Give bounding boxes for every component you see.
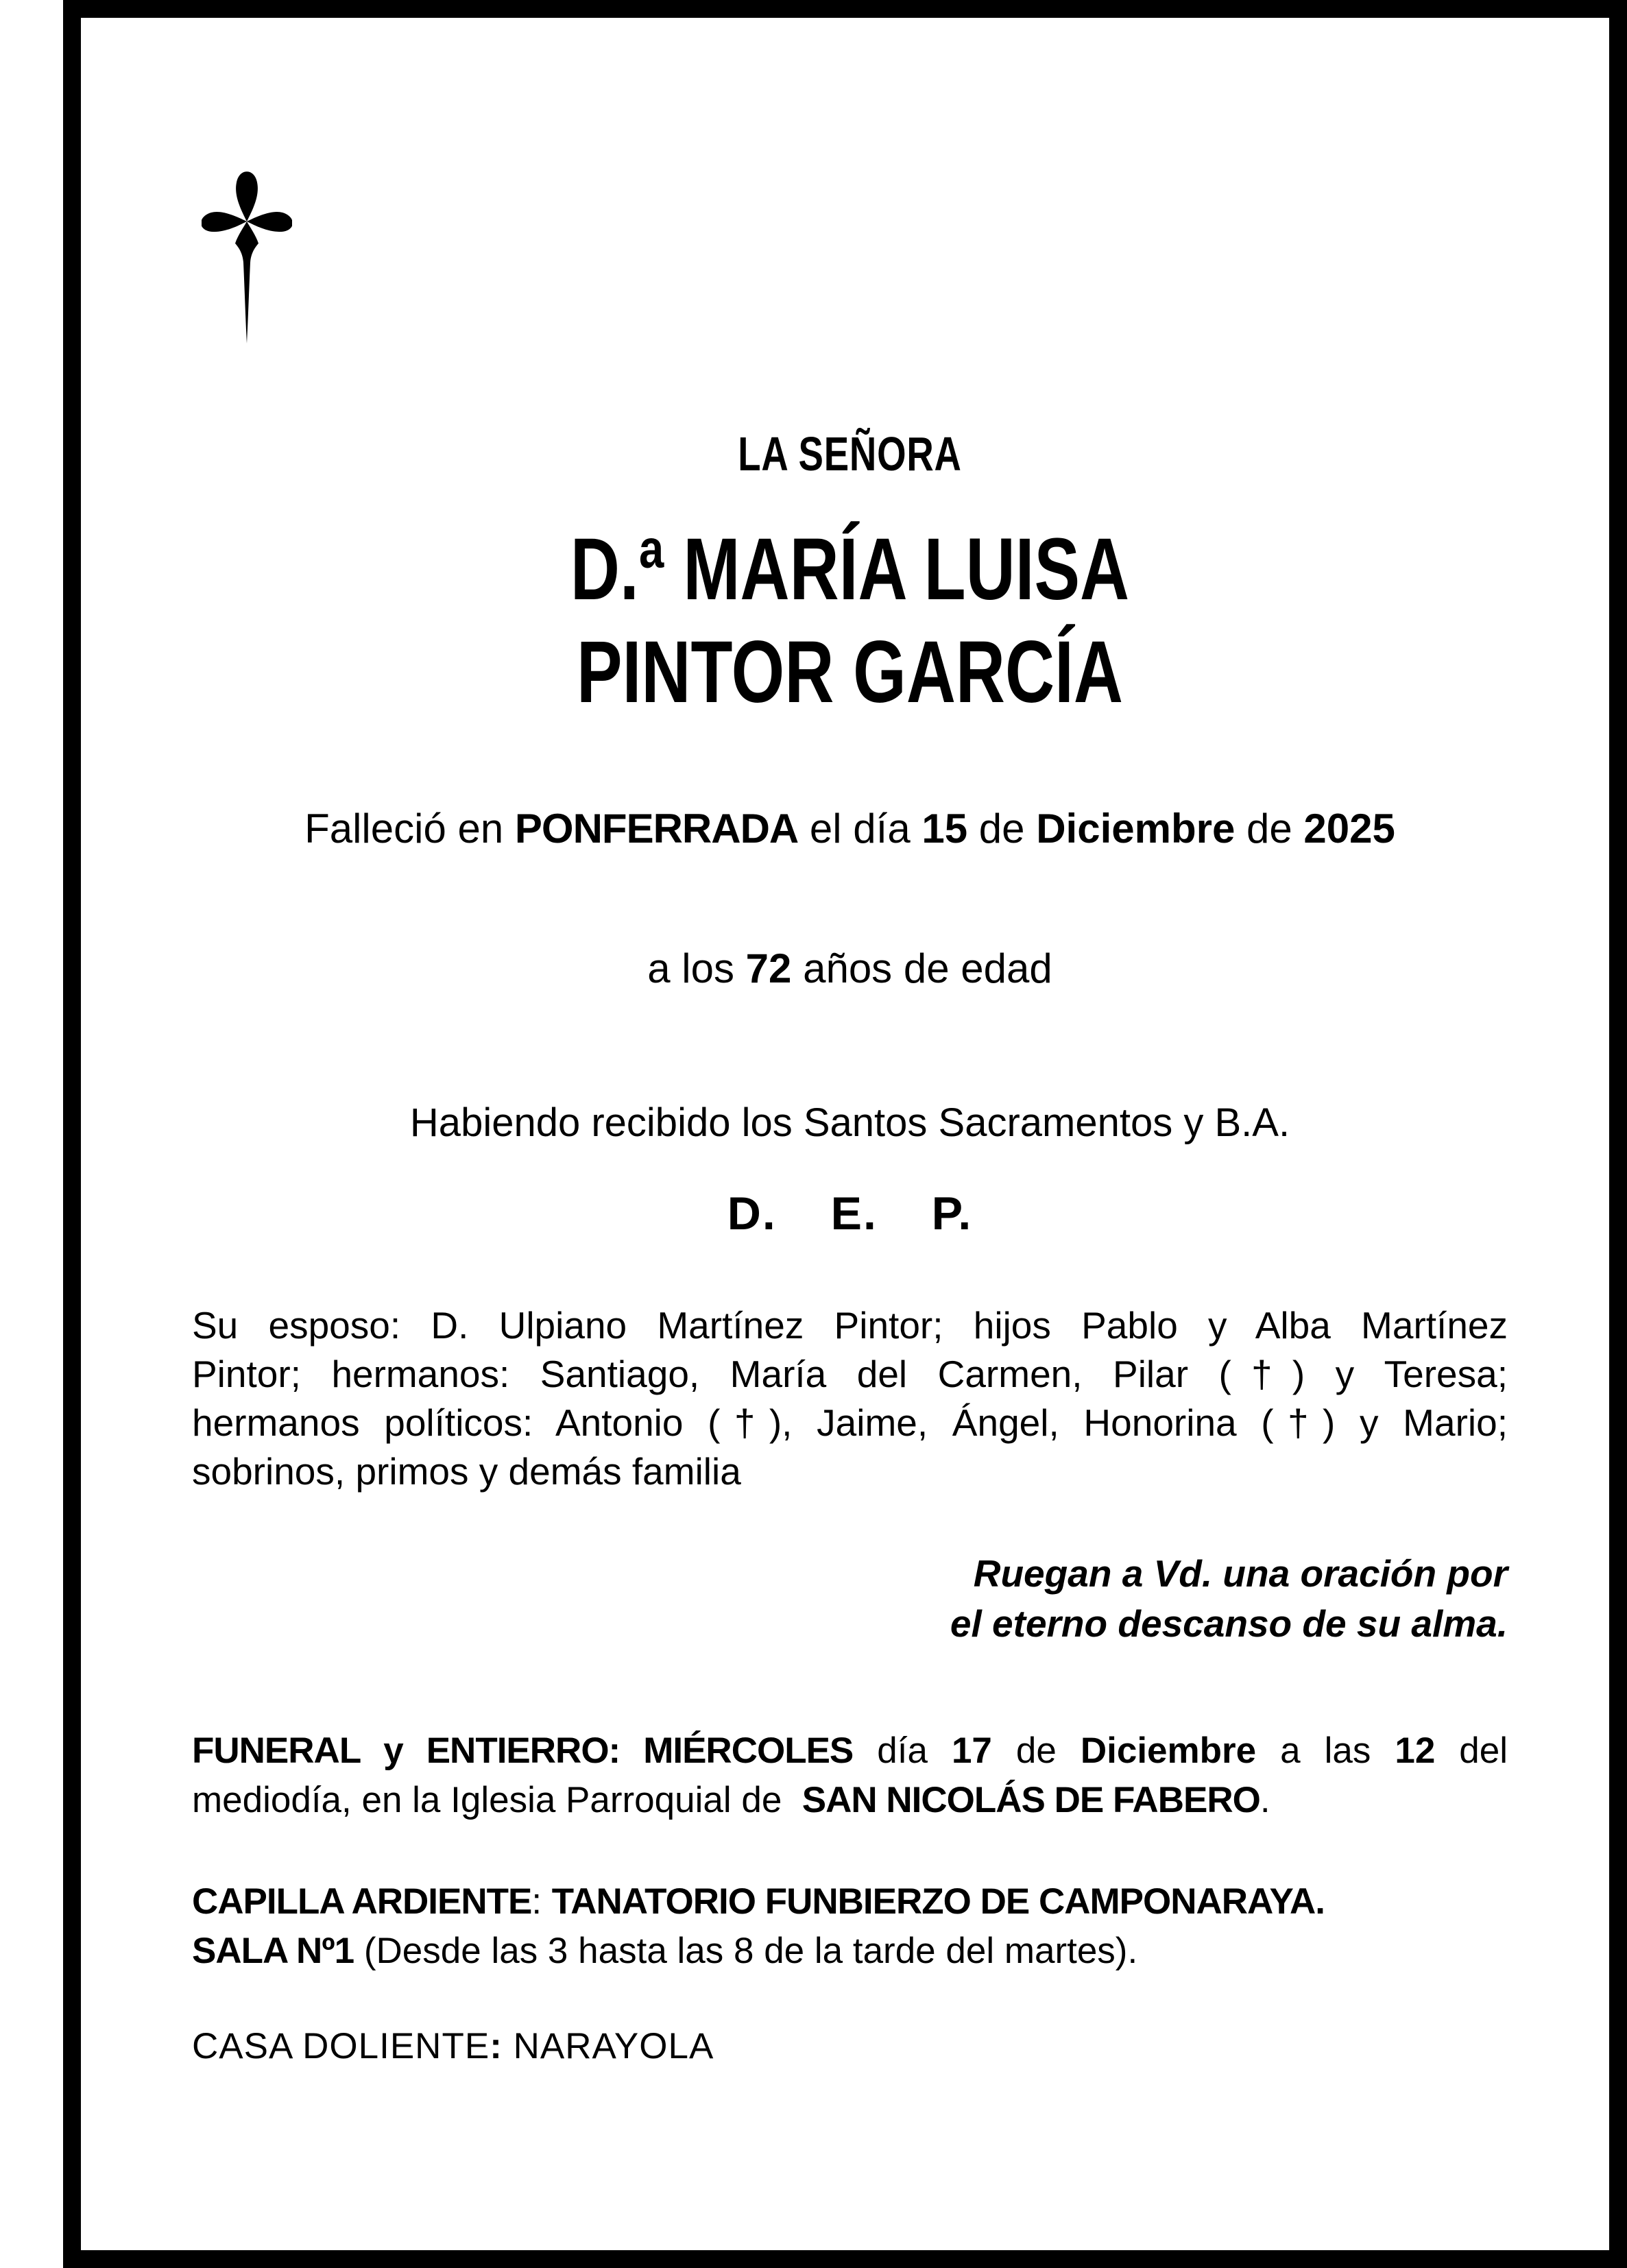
family-line: sobrinos, primos y demás familia [192, 1450, 741, 1493]
prayer-line2: el eterno descanso de su alma. [950, 1602, 1508, 1645]
family-line: hermanos políticos: Antonio (†), Jaime, Ángel, Honorina (†) y Mario; [192, 1401, 1508, 1444]
family-line: Su esposo: D. Ulpiano Martínez Pintor; hijos Pablo y Alba Martínez [192, 1304, 1508, 1347]
casa-doliente-line: CASA DOLIENTE: NARAYOLA [192, 2026, 714, 2066]
border-frame [63, 0, 1627, 2268]
cross-icon [202, 158, 292, 345]
deceased-name-line1: D.ª MARÍA LUISA [570, 520, 1130, 618]
capilla-info [192, 1877, 1508, 1976]
family-line: Pintor; hermanos: Santiago, María del Carmen, Pilar (†) y Teresa; [192, 1353, 1508, 1395]
deceased-name [192, 518, 1508, 724]
prayer-line1: Ruegan a Vd. una oración por [973, 1552, 1508, 1595]
capilla-line: CAPILLA ARDIENTE: TANATORIO FUNBIERZO DE CAMPONARAYA. [192, 1881, 1325, 1922]
prayer-block [192, 1549, 1508, 1649]
content-area [192, 18, 1508, 2250]
sala-line: SALA Nº1 (Desde las 3 hasta las 8 de la tarde del martes). [192, 1931, 1138, 1971]
honorific-pretitle: LA SEÑORA [738, 427, 962, 481]
funeral-info [192, 1726, 1508, 1825]
sacraments-line: Habiendo recibido los Santos Sacramentos y B.A. [409, 1100, 1290, 1145]
age-line: a los 72 años de edad [647, 945, 1052, 991]
funeral-line2: mediodía, en la Iglesia Parroquial de SAN NICOLÁS DE FABERO. [192, 1780, 1270, 1820]
family-paragraph [192, 1301, 1508, 1496]
dep-abbreviation: D. E. P. [727, 1187, 973, 1240]
deceased-name-line2: PINTOR GARCÍA [577, 623, 1123, 721]
funeral-line1: FUNERAL y ENTIERRO: MIÉRCOLES día 17 de Diciembre a las 12 del [192, 1730, 1508, 1771]
death-place-date-line: Falleció en PONFERRADA el día 15 de Diciembre de 2025 [304, 806, 1395, 852]
